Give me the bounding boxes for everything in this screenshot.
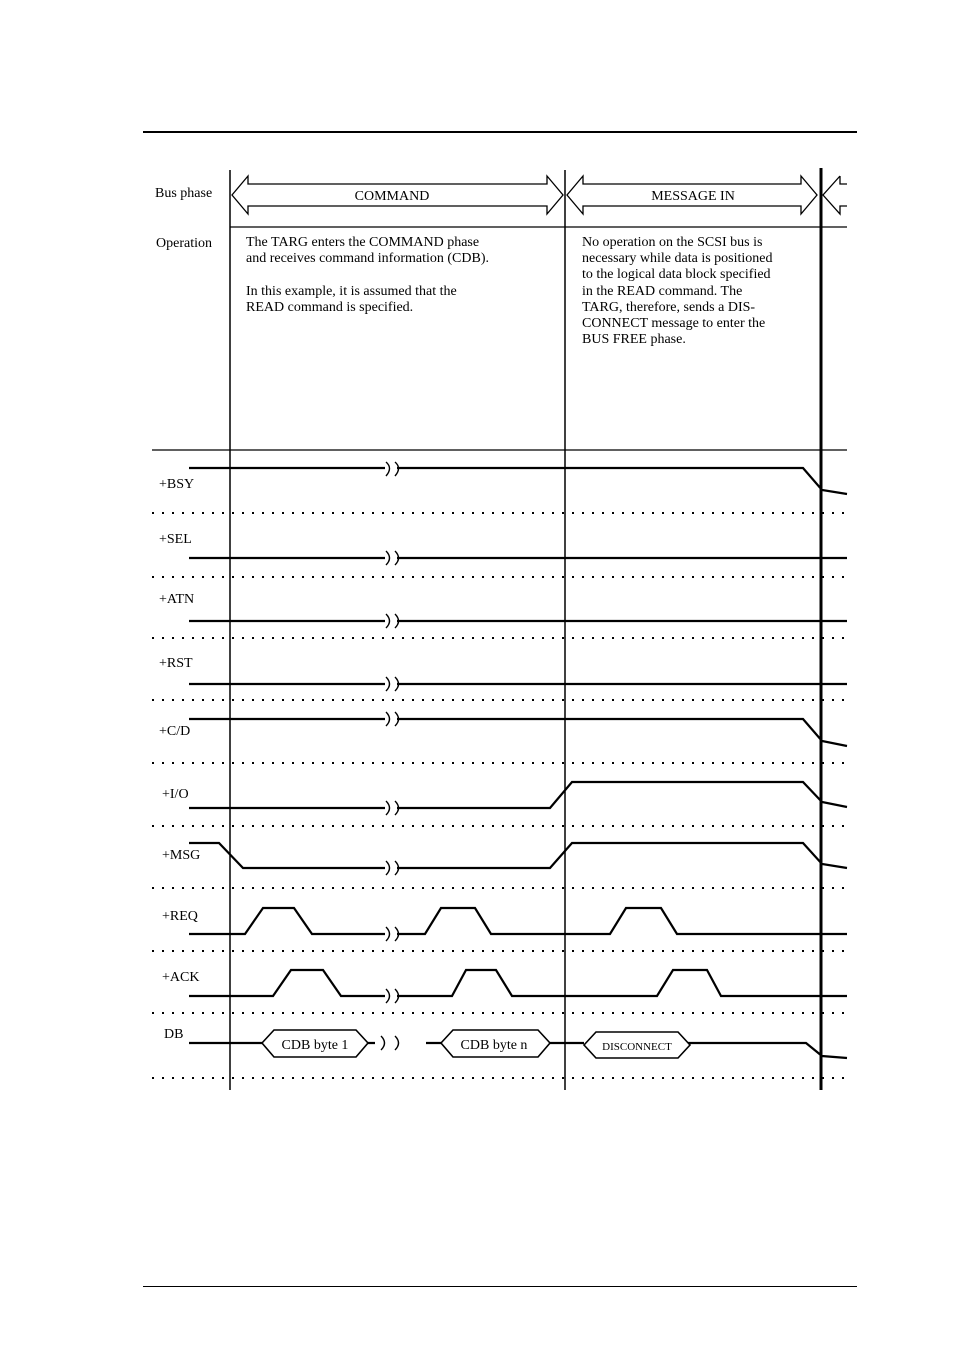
- time-break-atn: [386, 614, 399, 628]
- db-label-cdb-byte-1: CDB byte 1: [281, 1038, 349, 1053]
- operation-label: Operation: [156, 236, 212, 251]
- db-label-cdb-byte-n: CDB byte n: [460, 1038, 528, 1053]
- waveform-ack: [189, 970, 847, 996]
- bus-phase-label: Bus phase: [155, 186, 213, 201]
- waveform-msg: [189, 843, 847, 868]
- phase-label-message-in: MESSAGE IN: [651, 189, 735, 204]
- signal-label-bsy: +BSY: [159, 477, 195, 492]
- signal-label-cd: +C/D: [159, 724, 191, 739]
- time-break-db: [381, 1036, 399, 1050]
- time-break-ack: [386, 989, 399, 1003]
- waveform-io: [189, 782, 847, 808]
- signal-label-sel: +SEL: [159, 532, 192, 547]
- operation-text-command: The TARG enters the COMMAND phase and receives command information (CDB). In this example, it is assumed that the READ command is specified.: [246, 235, 489, 315]
- signal-label-db: DB: [164, 1027, 184, 1042]
- signal-label-msg: +MSG: [162, 848, 201, 863]
- time-break-req: [386, 927, 399, 941]
- time-break-msg: [386, 861, 399, 875]
- signal-label-rst: +RST: [159, 656, 193, 671]
- time-break-io: [386, 801, 399, 815]
- phase-label-command: COMMAND: [354, 189, 430, 204]
- waveform-req: [189, 908, 847, 934]
- signal-label-req: +REQ: [162, 909, 198, 924]
- signal-label-io: +I/O: [162, 787, 189, 802]
- time-break-bsy: [386, 462, 399, 476]
- signal-label-atn: +ATN: [159, 592, 195, 607]
- time-break-rst: [386, 677, 399, 691]
- operation-text-message-in: No operation on the SCSI bus is necessary while data is positioned to the logical data block specified in the READ command. The TARG, therefore, sends a DIS- CONNECT message to enter the BUS FREE phase.: [582, 235, 773, 348]
- waveform-cd: [189, 719, 847, 746]
- db-label-disconnect: DISCONNECT: [602, 1041, 672, 1053]
- bus-free-phase-arrow: [823, 176, 847, 214]
- time-break-sel: [386, 551, 399, 565]
- waveform-bsy: [189, 468, 847, 494]
- time-break-cd: [386, 712, 399, 726]
- signal-label-ack: +ACK: [162, 970, 200, 985]
